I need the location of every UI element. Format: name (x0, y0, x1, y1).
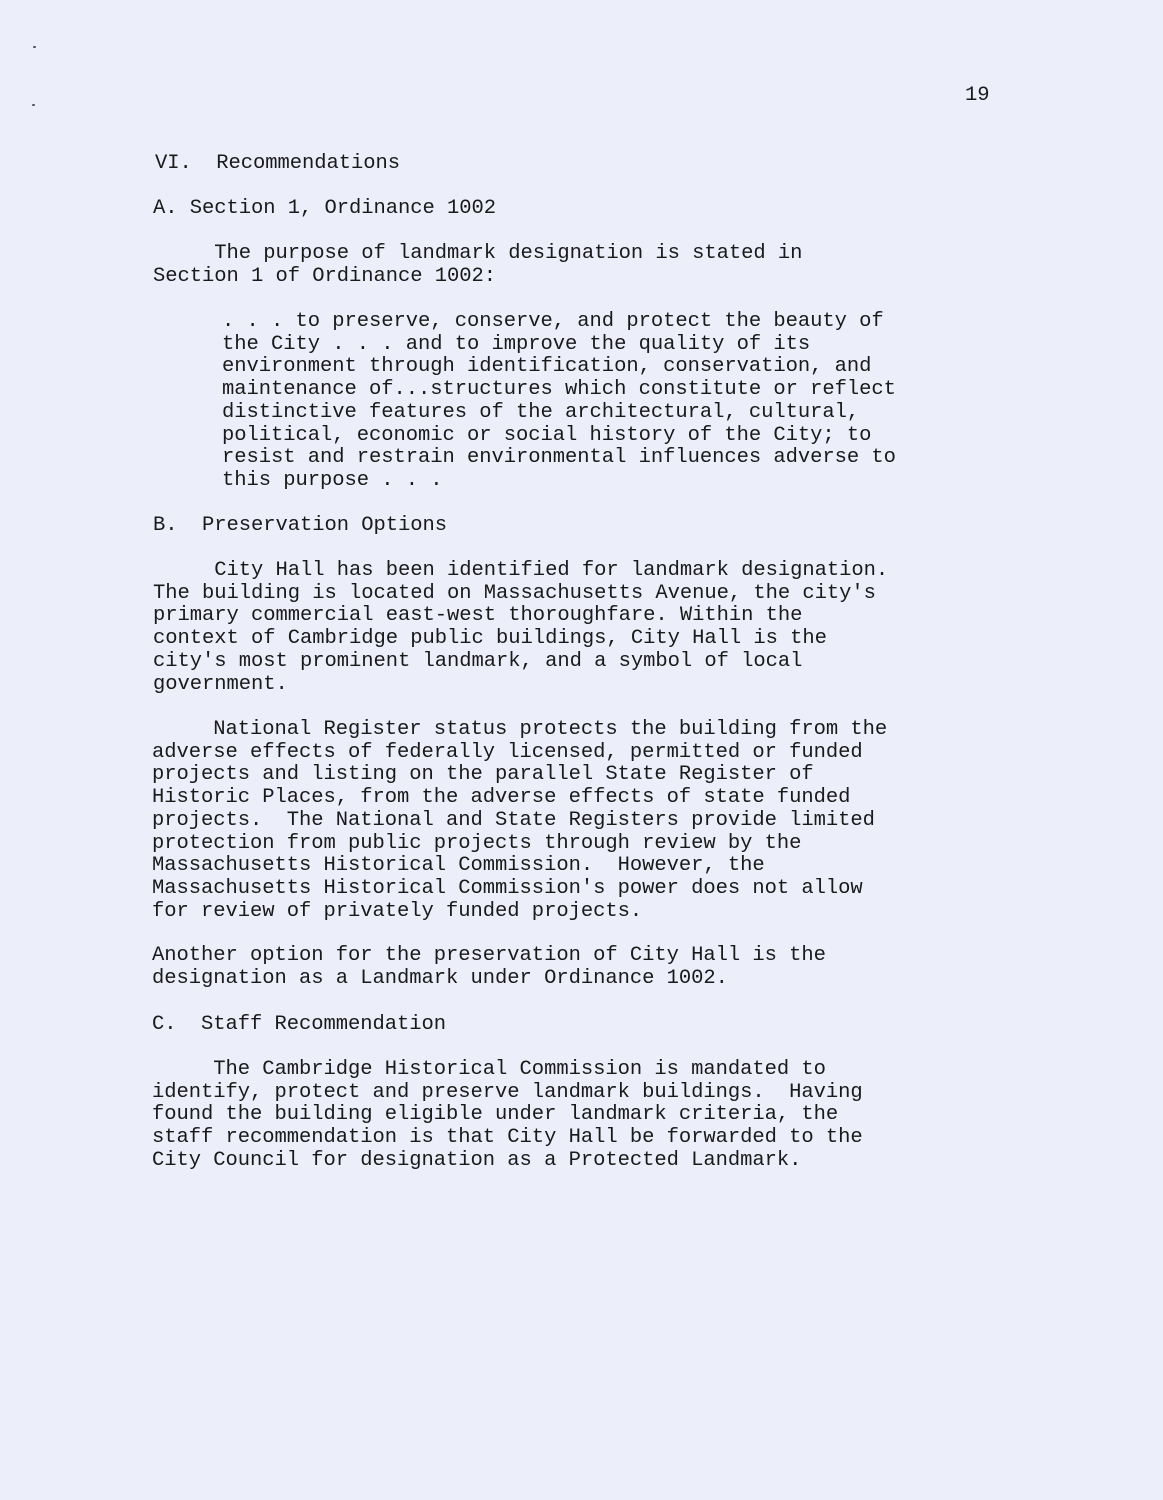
text-line: designation as a Landmark under Ordinance 1002. (152, 966, 728, 990)
section-heading: VI. Recommendations (155, 152, 401, 175)
quote-line: this purpose . . . (222, 468, 443, 492)
page-number: 19 (965, 84, 990, 107)
quote-line: resist and restrain environmental influences adverse to (222, 446, 896, 470)
text-line: for review of privately funded projects. (152, 899, 643, 923)
text-line: The purpose of landmark designation is stated in (153, 242, 803, 265)
text-line: Massachusetts Historical Commission. However, the (152, 854, 765, 878)
text-line: staff recommendation is that City Hall be forwarded to the (152, 1126, 863, 1150)
text-line: identify, protect and preserve landmark buildings. Having (152, 1080, 863, 1104)
text-line: City Council for designation as a Protected Landmark. (152, 1148, 802, 1172)
text-line: Section 1 of Ordinance 1002: (153, 264, 497, 288)
subsection-a-heading: A. Section 1, Ordinance 1002 (153, 197, 497, 220)
text-line: Another option for the preservation of City Hall is the (152, 944, 826, 967)
text-line: city's most prominent landmark, and a symbol of local (153, 649, 803, 673)
text-line: primary commercial east-west thoroughfare. Within the (153, 604, 803, 628)
subsection-c-heading: C. Staff Recommendation (152, 1013, 447, 1036)
text-line: projects. The National and State Registers provide limited (152, 808, 875, 832)
text-line: City Hall has been identified for landmark designation. (153, 559, 889, 582)
quote-line: distinctive features of the architectural, cultural, (222, 400, 860, 424)
scan-speck (33, 46, 36, 48)
text-line: found the building eligible under landmark criteria, the (152, 1103, 839, 1127)
text-line: Historic Places, from the adverse effects of state funded (152, 786, 851, 810)
quote-line: environment through identification, conservation, and (222, 355, 872, 379)
text-line: government. (153, 672, 288, 696)
subsection-b-heading: B. Preservation Options (153, 514, 448, 537)
text-line: National Register status protects the building from the (152, 718, 888, 741)
text-line: Massachusetts Historical Commission's power does not allow (152, 876, 863, 900)
text-line: The Cambridge Historical Commission is mandated to (152, 1058, 826, 1081)
text-line: The building is located on Massachusetts Avenue, the city's (153, 581, 876, 605)
text-line: projects and listing on the parallel State Register of (152, 763, 814, 787)
quote-line: political, economic or social history of the City; to (222, 423, 872, 447)
text-line: context of Cambridge public buildings, City Hall is the (153, 627, 827, 651)
quote-line: maintenance of...structures which constitute or reflect (222, 378, 896, 402)
quote-line: . . . to preserve, conserve, and protect the beauty of (222, 310, 884, 333)
scan-speck (32, 104, 35, 106)
text-line: protection from public projects through review by the (152, 831, 802, 855)
text-line: adverse effects of federally licensed, permitted or funded (152, 740, 863, 764)
quote-line: the City . . . and to improve the quality of its (222, 332, 811, 356)
